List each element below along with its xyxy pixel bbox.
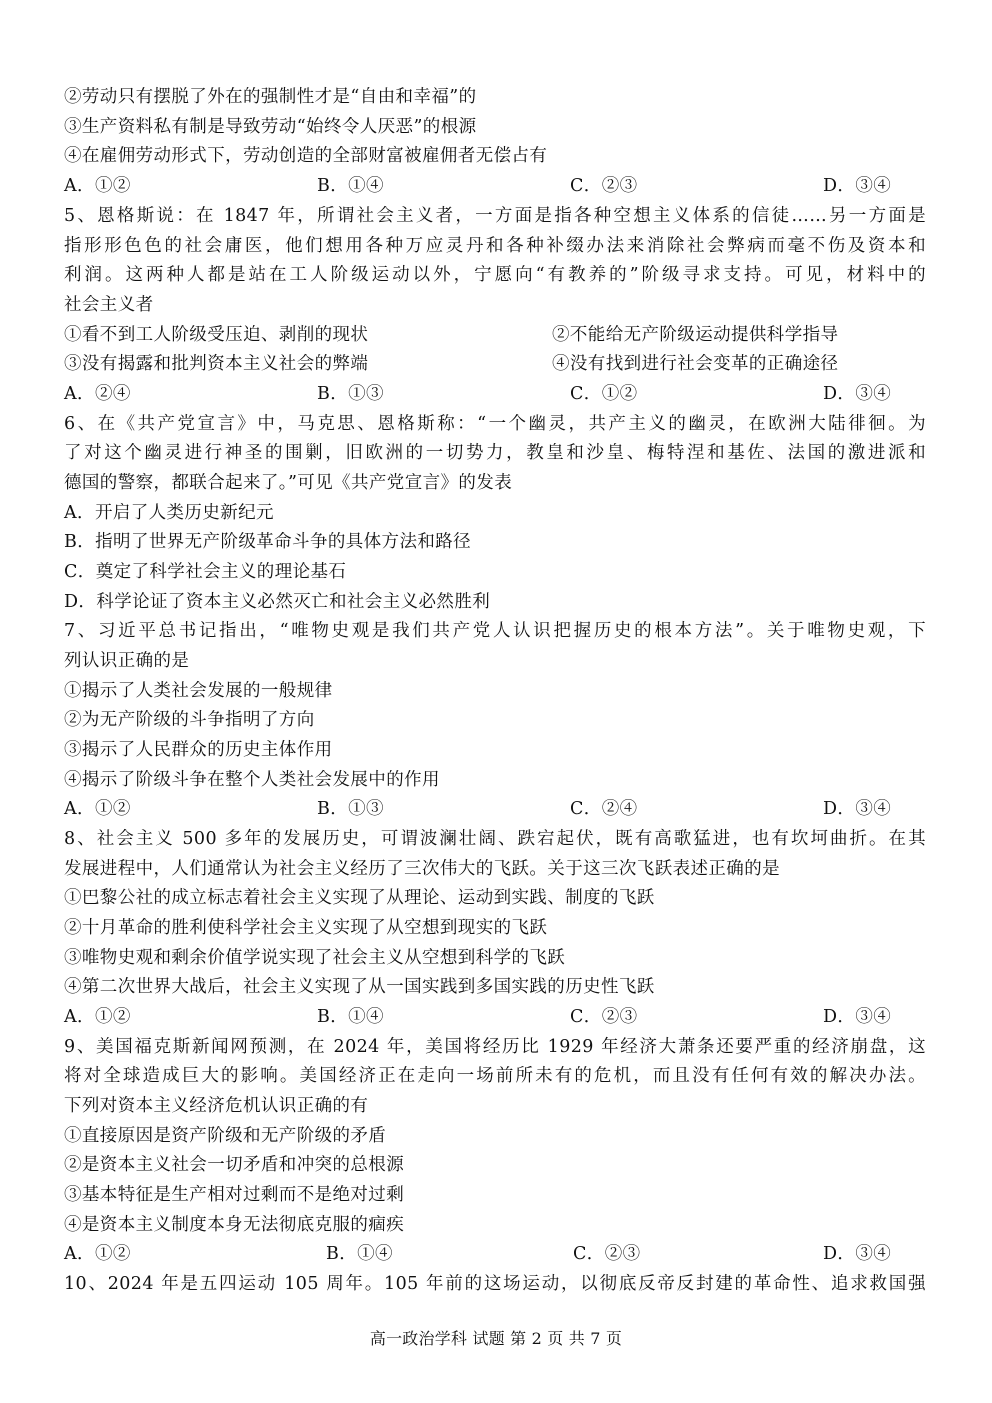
q4-option-c: C．②③ <box>570 176 638 196</box>
q6-stem-line-3: 德国的警察，都联合起来了。”可见《共产党宣言》的发表 <box>64 473 513 493</box>
q5-item-1: ①看不到工人阶级受压迫、剥削的现状 <box>64 325 369 345</box>
q6-stem-line-2: 了对这个幽灵进行神圣的围剿，旧欧洲的一切势力，教皇和沙皇、梅特涅和基佐、法国的激进派和 <box>64 443 926 463</box>
q7-option-d: D．③④ <box>823 799 892 819</box>
page-footer: 高一政治学科 试题 第 2 页 共 7 页 <box>369 1329 623 1348</box>
q7-item-4: ④揭示了阶级斗争在整个人类社会发展中的作用 <box>64 770 440 790</box>
q9-option-b: B．①④ <box>326 1244 393 1264</box>
q5-option-a: A．②④ <box>64 384 131 404</box>
q5-stem-line-2: 指形形色色的社会庸医，他们想用各种万应灵丹和各种补缀办法来消除社会弊病而毫不伤及资本和 <box>64 236 926 256</box>
q4-option-b: B．①④ <box>317 176 384 196</box>
q7-stem-line-1: 7、习近平总书记指出，“唯物史观是我们共产党人认识把握历史的根本方法”。关于唯物史观，下 <box>64 621 926 641</box>
q7-stem-line-2: 列认识正确的是 <box>64 651 190 671</box>
q9-item-3: ③基本特征是生产相对过剩而不是绝对过剩 <box>64 1185 405 1205</box>
q9-stem-line-2: 将对全球造成巨大的影响。美国经济正在走向一场前所未有的危机，而且没有任何有效的解决办法。 <box>64 1066 926 1086</box>
q8-option-b: B．①④ <box>317 1007 384 1027</box>
q9-item-4: ④是资本主义制度本身无法彻底克服的痼疾 <box>64 1215 405 1235</box>
q5-option-b: B．①③ <box>317 384 384 404</box>
q4-item-4: ④在雇佣劳动形式下，劳动创造的全部财富被雇佣者无偿占有 <box>64 146 548 166</box>
q6-stem-line-1: 6、在《共产党宣言》中，马克思、恩格斯称：“一个幽灵，共产主义的幽灵，在欧洲大陆徘徊。为 <box>64 414 926 434</box>
q7-item-2: ②为无产阶级的斗争指明了方向 <box>64 710 315 730</box>
q5-item-3: ③没有揭露和批判资本主义社会的弊端 <box>64 354 369 374</box>
q6-option-d: D．科学论证了资本主义必然灭亡和社会主义必然胜利 <box>64 592 491 612</box>
q9-option-d: D．③④ <box>823 1244 892 1264</box>
q7-item-3: ③揭示了人民群众的历史主体作用 <box>64 740 333 760</box>
q7-option-c: C．②④ <box>570 799 638 819</box>
q9-item-1: ①直接原因是资产阶级和无产阶级的矛盾 <box>64 1126 387 1146</box>
q4-option-a: A．①② <box>64 176 131 196</box>
q7-option-a: A．①② <box>64 799 131 819</box>
q8-option-a: A．①② <box>64 1007 131 1027</box>
q10-stem-line-1: 10、2024 年是五四运动 105 周年。105 年前的这场运动，以彻底反帝反封建的革命性、追求救国强 <box>64 1274 926 1294</box>
q9-stem-line-3: 下列对资本主义经济危机认识正确的有 <box>64 1096 369 1116</box>
q7-item-1: ①揭示了人类社会发展的一般规律 <box>64 681 333 701</box>
q8-item-2: ②十月革命的胜利使科学社会主义实现了从空想到现实的飞跃 <box>64 918 548 938</box>
q6-option-b: B．指明了世界无产阶级革命斗争的具体方法和路径 <box>64 532 472 552</box>
q7-option-b: B．①③ <box>317 799 384 819</box>
q5-stem-line-4: 社会主义者 <box>64 295 154 315</box>
q8-item-4: ④第二次世界大战后，社会主义实现了从一国实践到多国实践的历史性飞跃 <box>64 977 655 997</box>
q4-item-3: ③生产资料私有制是导致劳动“始终令人厌恶”的根源 <box>64 117 477 137</box>
q4-option-d: D．③④ <box>823 176 892 196</box>
q8-item-1: ①巴黎公社的成立标志着社会主义实现了从理论、运动到实践、制度的飞跃 <box>64 888 655 908</box>
q5-stem-line-1: 5、恩格斯说：在 1847 年，所谓社会主义者，一方面是指各种空想主义体系的信徒……另一方面是 <box>64 206 926 226</box>
q9-option-c: C．②③ <box>573 1244 641 1264</box>
q9-stem-line-1: 9、美国福克斯新闻网预测，在 2024 年，美国将经历比 1929 年经济大萧条还要严重的经济崩盘，这 <box>64 1037 926 1057</box>
q8-option-c: C．②③ <box>570 1007 638 1027</box>
q5-stem-line-3: 利润。这两种人都是站在工人阶级运动以外，宁愿向“有教养的”阶级寻求支持。可见，材料中的 <box>64 265 926 285</box>
q5-option-d: D．③④ <box>823 384 892 404</box>
q4-item-2: ②劳动只有摆脱了外在的强制性才是“自由和幸福”的 <box>64 87 477 107</box>
q5-option-c: C．①② <box>570 384 638 404</box>
q9-option-a: A．①② <box>64 1244 131 1264</box>
q8-stem-line-1: 8、社会主义 500 多年的发展历史，可谓波澜壮阔、跌宕起伏，既有高歌猛进，也有坎坷曲折。在其 <box>64 829 926 849</box>
q8-item-3: ③唯物史观和剩余价值学说实现了社会主义从空想到科学的飞跃 <box>64 948 566 968</box>
q8-option-d: D．③④ <box>823 1007 892 1027</box>
q5-item-2: ②不能给无产阶级运动提供科学指导 <box>552 325 839 345</box>
q5-item-4: ④没有找到进行社会变革的正确途径 <box>552 354 839 374</box>
q6-option-c: C．奠定了科学社会主义的理论基石 <box>64 562 347 582</box>
q6-option-a: A．开启了人类历史新纪元 <box>64 503 274 523</box>
q9-item-2: ②是资本主义社会一切矛盾和冲突的总根源 <box>64 1155 405 1175</box>
q8-stem-line-2: 发展进程中，人们通常认为社会主义经历了三次伟大的飞跃。关于这三次飞跃表述正确的是 <box>64 859 780 879</box>
